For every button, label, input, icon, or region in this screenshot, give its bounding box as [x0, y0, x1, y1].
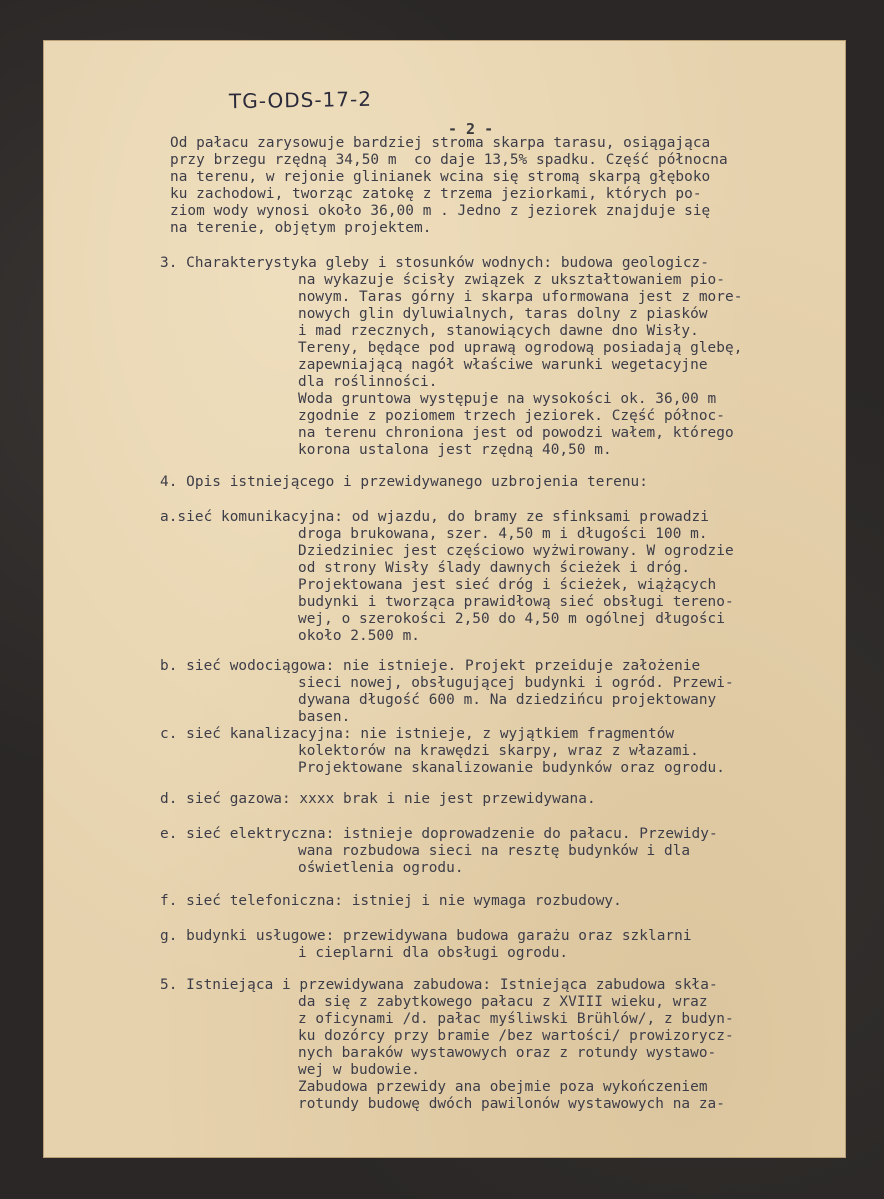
section-heading: 5. Istniejąca i przewidywana zabudowa: Istniejąca zabudowa skła-	[160, 977, 718, 993]
text-line: Zabudowa przewidy ana obejmie poza wykończeniem	[298, 1079, 708, 1095]
text-line: korona ustalona jest rzędną 40,50 m.	[298, 442, 612, 458]
subsection-heading: a.sieć komunikacyjna: od wjazdu, do bramy ze sfinksami prowadzi	[160, 509, 709, 525]
text-line: Woda gruntowa występuje na wysokości ok. 36,00 m	[298, 391, 717, 407]
text-line: kolektorów na krawędzi skarpy, wraz z włazami.	[298, 743, 699, 759]
text-line: ku dozórcy przy bramie /bez wartości/ prowizorycz-	[298, 1028, 734, 1044]
text-line: wej, o szerokości 2,50 do 4,50 m ogólnej długości	[298, 611, 725, 627]
text-line: droga brukowana, szer. 4,50 m i długości 100 m.	[298, 526, 708, 542]
subsection-heading: b. sieć wodociągowa: nie istnieje. Projekt przeiduje założenie	[160, 658, 701, 674]
subsection-heading: d. sieć gazowa: xxxx brak i nie jest przewidywana.	[160, 791, 596, 807]
text-line: wana rozbudowa sieci na resztę budynków i dla	[298, 843, 691, 859]
text-line: Projektowane skanalizowanie budynków oraz ogrodu.	[298, 760, 725, 776]
subsection-heading: f. sieć telefoniczna: istniej i nie wymaga rozbudowy.	[160, 893, 622, 909]
text-line: Dziedziniec jest częściowo wyżwirowany. W ogrodzie	[298, 543, 734, 559]
text-line: wej w budowie.	[298, 1062, 420, 1078]
text-line: zapewniającą nagół właściwe warunki wegetacyjne	[298, 357, 708, 373]
text-line: Projektowana jest sieć dróg i ścieżek, wiążących	[298, 577, 717, 593]
document-page	[43, 40, 846, 1158]
subsection-heading: g. budynki usługowe: przewidywana budowa garażu oraz szklarni	[160, 928, 692, 944]
text-line: nowych glin dyluwialnych, taras dolny z piasków	[298, 306, 708, 322]
text-line: nych baraków wystawowych oraz z rotundy wystawo-	[298, 1045, 717, 1061]
text-line: z oficynami /d. pałac myśliwski Brühlów/, z budyn-	[298, 1011, 734, 1027]
page-number: - 2 -	[448, 120, 494, 138]
text-line: i mad rzecznych, stanowiących dawne dno Wisły.	[298, 323, 699, 339]
text-line: Od pałacu zarysowuje bardziej stroma skarpa tarasu, osiągająca	[170, 135, 711, 151]
text-line: ku zachodowi, tworząc zatokę z trzema jeziorkami, których po-	[170, 186, 702, 202]
text-line: nowym. Taras górny i skarpa uformowana jest z more-	[298, 289, 743, 305]
section-heading: 3. Charakterystyka gleby i stosunków wodnych: budowa geologicz-	[160, 255, 709, 271]
text-line: i cieplarni dla obsługi ogrodu.	[298, 945, 569, 961]
text-line: sieci nowej, obsługującej budynki i ogród. Przewi-	[298, 675, 734, 691]
text-line: na terenu chroniona jest od powodzi wałem, którego	[298, 425, 734, 441]
text-line: około 2.500 m.	[298, 628, 420, 644]
subsection-heading: e. sieć elektryczna: istnieje doprowadzenie do pałacu. Przewidy-	[160, 826, 718, 842]
text-line: dla roślinności.	[298, 374, 438, 390]
text-line: zgodnie z poziomem trzech jeziorek. Część północ-	[298, 408, 725, 424]
text-line: budynki i tworząca prawidłową sieć obsługi tereno-	[298, 594, 734, 610]
text-line: Tereny, będące pod uprawą ogrodową posiadają glebę,	[298, 340, 743, 356]
text-line: da się z zabytkowego pałacu z XVIII wieku, wraz	[298, 994, 708, 1010]
text-line: na terenu, w rejonie glinianek wcina się stromą skarpą głęboko	[170, 169, 711, 185]
text-line: od strony Wisły ślady dawnych ścieżek i dróg.	[298, 560, 691, 576]
text-line: przy brzegu rzędną 34,50 m co daje 13,5% spadku. Część północna	[170, 152, 728, 168]
text-line: na terenie, objętym projektem.	[170, 220, 432, 236]
subsection-heading: c. sieć kanalizacyjna: nie istnieje, z wyjątkiem fragmentów	[160, 726, 675, 742]
text-line: na wykazuje ścisły związek z ukształtowaniem pio-	[298, 272, 725, 288]
handwritten-reference: TG-ODS-17-2	[228, 86, 373, 114]
text-line: dywana długość 600 m. Na dziedzińcu projektowany	[298, 692, 717, 708]
text-line: rotundy budowę dwóch pawilonów wystawowych na za-	[298, 1096, 725, 1112]
section-heading: 4. Opis istniejącego i przewidywanego uzbrojenia terenu:	[160, 474, 648, 490]
text-line: basen.	[298, 709, 351, 725]
text-line: oświetlenia ogrodu.	[298, 860, 464, 876]
text-line: ziom wody wynosi około 36,00 m . Jedno z jeziorek znajduje się	[170, 203, 711, 219]
